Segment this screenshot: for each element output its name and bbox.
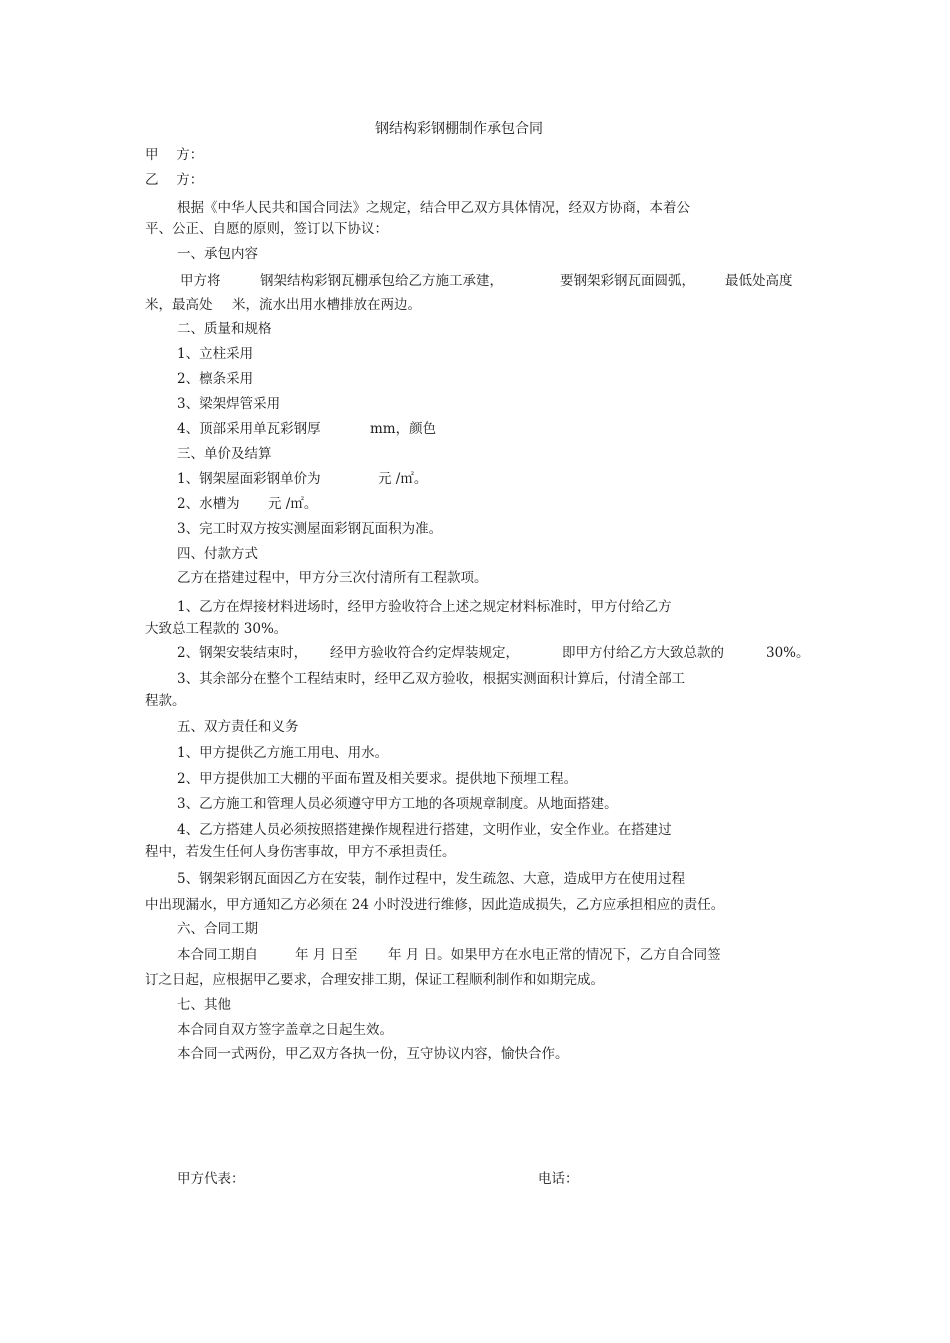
phone-label: 电话： xyxy=(538,1171,579,1187)
section-5-item-2: 2、甲方提供加工大棚的平面布置及相关要求。提供地下预埋工程。 xyxy=(177,771,578,787)
section-3-item-2a: 2、水槽为 xyxy=(177,496,240,512)
preamble-line-2: 平、公正、自愿的原则，签订以下协议： xyxy=(145,221,388,237)
section-1-line-1b: 钢架结构彩钢瓦棚承包给乙方施工承建， xyxy=(260,273,503,289)
section-3-item-3: 3、完工时双方按实测屋面彩钢瓦面积为准。 xyxy=(177,521,443,537)
section-4-item-2c: 即甲方付给乙方大致总款的 xyxy=(562,645,724,661)
section-2-heading: 二、质量和规格 xyxy=(177,321,272,337)
section-4-item-2a: 2、钢架安装结束时， xyxy=(177,645,308,661)
section-4-item-1-line-1: 1、乙方在焊接材料进场时，经甲方验收符合上述之规定材料标准时，甲方付给乙方 xyxy=(177,599,672,615)
section-2-item-1: 1、立柱采用 xyxy=(177,346,254,362)
section-4-intro: 乙方在搭建过程中，甲方分三次付清所有工程款项。 xyxy=(177,570,488,586)
section-5-item-5-line-1: 5、钢架彩钢瓦面因乙方在安装，制作过程中，发生疏忽、大意，造成甲方在使用过程 xyxy=(177,871,686,887)
section-4-item-2b: 经甲方验收符合约定焊装规定， xyxy=(330,645,519,661)
section-6-line-1b: 年 月 日至 xyxy=(295,947,358,963)
section-1-line-2b: 米，流水出用水槽排放在两边。 xyxy=(232,297,421,313)
section-3-item-1b: 元 /㎡。 xyxy=(378,471,428,487)
section-3-item-2b: 元 /㎡。 xyxy=(268,496,318,512)
section-5-item-3: 3、乙方施工和管理人员必须遵守甲方工地的各项规章制度。从地面搭建。 xyxy=(177,796,618,812)
section-6-line-2: 订之日起，应根据甲乙要求，合理安排工期，保证工程顺利制作和如期完成。 xyxy=(145,972,604,988)
section-5-heading: 五、双方责任和义务 xyxy=(177,719,299,735)
section-1-heading: 一、承包内容 xyxy=(177,246,258,262)
section-3-heading: 三、单价及结算 xyxy=(177,446,272,462)
section-5-item-4-line-2: 程中，若发生任何人身伤害事故，甲方不承担责任。 xyxy=(145,844,456,860)
section-7-heading: 七、其他 xyxy=(177,997,231,1013)
section-5-item-5-line-2: 中出现漏水，甲方通知乙方必须在 24 小时没进行维修，因此造成损失，乙方应承担相应的责任。 xyxy=(145,897,725,913)
section-6-heading: 六、合同工期 xyxy=(177,921,258,937)
section-5-item-1: 1、甲方提供乙方施工用电、用水。 xyxy=(177,745,389,761)
section-4-heading: 四、付款方式 xyxy=(177,546,258,562)
section-4-item-2d: 30%。 xyxy=(766,645,810,661)
section-1-line-1a: 甲方将 xyxy=(180,273,221,289)
section-7-item-2: 本合同一式两份，甲乙双方各执一份，互守协议内容，愉快合作。 xyxy=(177,1046,569,1062)
section-6-line-1a: 本合同工期自 xyxy=(177,947,258,963)
party-a-representative-label: 甲方代表： xyxy=(177,1171,245,1187)
preamble-line-1: 根据《中华人民共和国合同法》之规定，结合甲乙双方具体情况，经双方协商，本着公 xyxy=(177,200,690,216)
section-4-item-3-line-2: 程款。 xyxy=(145,693,186,709)
section-2-item-3: 3、梁架焊管采用 xyxy=(177,396,281,412)
section-1-line-1c: 要钢架彩钢瓦面圆弧， xyxy=(560,273,695,289)
section-3-item-1a: 1、钢架屋面彩钢单价为 xyxy=(177,471,321,487)
section-4-item-3-line-1: 3、其余部分在整个工程结束时，经甲乙双方验收，根据实测面积计算后，付清全部工 xyxy=(177,671,686,687)
party-a-label: 甲 方： xyxy=(145,147,204,163)
section-2-item-4b: mm，颜色 xyxy=(370,421,437,437)
section-5-item-4-line-1: 4、乙方搭建人员必须按照搭建操作规程进行搭建，文明作业，安全作业。在搭建过 xyxy=(177,822,672,838)
section-1-line-2a: 米，最高处 xyxy=(145,297,213,313)
section-4-item-1-line-2: 大致总工程款的 30%。 xyxy=(145,621,288,637)
section-2-item-4a: 4、顶部采用单瓦彩钢厚 xyxy=(177,421,321,437)
party-b-label: 乙 方： xyxy=(145,172,204,188)
section-7-item-1: 本合同自双方签字盖章之日起生效。 xyxy=(177,1022,393,1038)
section-2-item-2: 2、檩条采用 xyxy=(177,371,254,387)
section-1-line-1d: 最低处高度 xyxy=(725,273,793,289)
contract-title: 钢结构彩钢棚制作承包合同 xyxy=(375,121,543,137)
section-6-line-1c: 年 月 日。如果甲方在水电正常的情况下，乙方自合同签 xyxy=(388,947,721,963)
